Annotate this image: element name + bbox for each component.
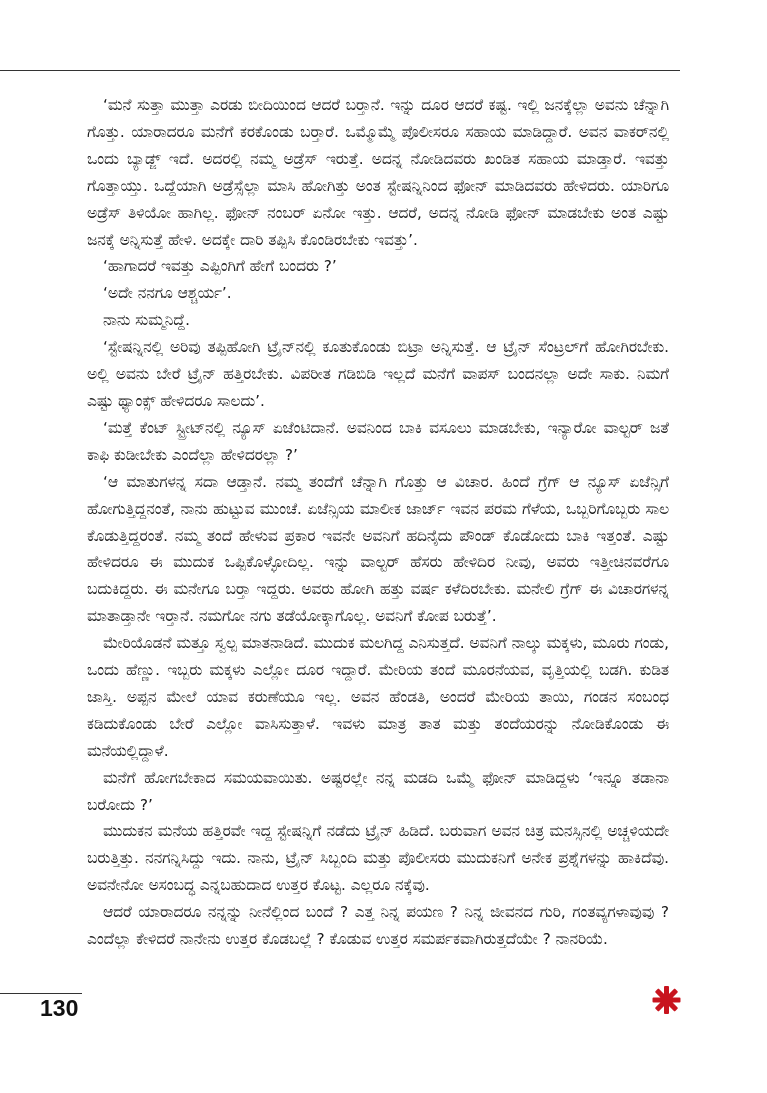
paragraph: ‘ಅದೇ ನನಗೂ ಆಶ್ಚರ್ಯ’. (103, 284, 232, 303)
paragraph: ‘ಸ್ಟೇಷನ್ನಿನಲ್ಲಿ ಅರಿವು ತಪ್ಪಿಹೋಗಿ ಟ್ರೈನ್‌ನಲ್ಲಿ ಕೂತುಕೊಂಡು ಬಿಟ್ರಾ ಅನ್ನಿಸುತ್ತೆ. ಆ ಟ್ರೈನ್ ಸೆಂಟ್ರಲ್‌ಗೆ ಹೋಗಿರಬೇಕು. ಅಲ್ಲಿ ಅವನು ಬೇರೆ ಟ್ರೈನ್ ಹತ್ತಿರಬೇಕು. ವಿಪರೀತ ಗಡಿಬಿಡಿ ಇಲ್ಲದೆ ಮನೆಗೆ ವಾಪಸ್ ಬಂದನಲ್ಲಾ ಅದೇ ಸಾಕು. ನಿಮಗೆ ಎಷ್ಟು ಥ್ಯಾಂಕ್ಸ್ ಹೇಳಿದರೂ ಸಾಲದು’. (87, 338, 669, 410)
paragraph: ಆದರೆ ಯಾರಾದರೂ ನನ್ನನ್ನು ನೀನೆಲ್ಲಿಂದ ಬಂದೆ ? ಎತ್ತ ನಿನ್ನ ಪಯಣ ? ನಿನ್ನ ಜೀವನದ ಗುರಿ, ಗಂತವ್ಯಗಳಾವುವು ? ಎಂದೆಲ್ಲಾ ಕೇಳಿದರೆ ನಾನೇನು ಉತ್ತರ ಕೊಡಬಲ್ಲೆ ? ಕೊಡುವ ಉತ್ತರ ಸಮರ್ಪಕವಾಗಿರುತ್ತದೆಯೇ ? ನಾನರಿಯೆ. (87, 903, 669, 949)
paragraph: ಮುದುಕನ ಮನೆಯ ಹತ್ತಿರವೇ ಇದ್ದ ಸ್ಟೇಷನ್ನಿಗೆ ನಡೆದು ಟ್ರೈನ್ ಹಿಡಿದೆ. ಬರುವಾಗ ಅವನ ಚಿತ್ರ ಮನಸ್ಸಿನಲ್ಲಿ ಅಚ್ಚಳಿಯದೇ ಬರುತ್ತಿತ್ತು. ನನಗನ್ನಿಸಿದ್ದು ಇದು. ನಾನು, ಟ್ರೈನ್ ಸಿಬ್ಬಂದಿ ಮತ್ತು ಪೊಲೀಸರು ಮುದುಕನಿಗೆ ಅನೇಕ ಪ್ರಶ್ನೆಗಳನ್ನು ಹಾಕಿದೆವು. ಅವನೇನೋ ಅಸಂಬದ್ಧ ಎನ್ನಬಹುದಾದ ಉತ್ತರ ಕೊಟ್ಟ. ಎಲ್ಲರೂ ನಕ್ಕೆವು. (87, 822, 669, 895)
paragraph: ‘ಹಾಗಾದರೆ ಇವತ್ತು ಎಪ್ಪಿಂಗಿಗೆ ಹೇಗೆ ಬಂದರು ?’ (103, 257, 337, 276)
paragraph: ‘ಆ ಮಾತುಗಳನ್ನ ಸದಾ ಆಡ್ತಾನೆ. ನಮ್ಮ ತಂದೆಗೆ ಚೆನ್ನಾಗಿ ಗೊತ್ತು ಆ ವಿಚಾರ. ಹಿಂದೆ ಗ್ರೆಗ್ ಆ ನ್ಯೂಸ್ ಏಜೆನ್ಸಿಗೆ ಹೋಗುತ್ತಿದ್ದನಂತೆ, ನಾನು ಹುಟ್ಟುವ ಮುಂಚೆ. ಏಜೆನ್ಸಿಯ ಮಾಲೀಕ ಜಾರ್ಜ್ ಇವನ ಪರಮ ಗೆಳೆಯ, ಒಬ್ಬರಿಗೊಬ್ಬರು ಸಾಲ ಕೊಡುತ್ತಿದ್ದರಂತೆ. ನಮ್ಮ ತಂದೆ ಹೇಳುವ ಪ್ರಕಾರ ಇವನೇ ಅವನಿಗೆ ಹದಿನೈದು ಪೌಂಡ್ ಕೊಡೋದು ಬಾಕಿ ಇತ್ತಂತೆ. ಎಷ್ಟು ಹೇಳಿದರೂ ಈ ಮುದುಕ ಒಪ್ಪಿಕೊಳ್ಳೋದಿಲ್ಲ. ಇನ್ನು ವಾಲ್ಟರ್ ಹೆಸರು ಹೇಳಿದಿರ ನೀವು, ಅವರು ಇತ್ತೀಚಿನವರೆಗೂ ಬದುಕಿದ್ದರು. ಈ ಮನೇಗೂ ಬರ್‍ತಾ ಇದ್ದರು. ಅವರು ಹೋಗಿ ಹತ್ತು ವರ್ಷ ಕಳೆದಿರಬೇಕು. ಮನೇಲಿ ಗ್ರೆಗ್ ಈ ವಿಚಾರಗಳನ್ನ ಮಾತಾಡ್ತಾನೇ ಇರ್‍ತಾನೆ. ನಮಗೋ ನಗು ತಡೆಯೋಕ್ಕಾಗೊಲ್ಲ. ಅವನಿಗೆ ಕೋಪ ಬರುತ್ತೆ’. (87, 472, 669, 626)
asterisk-ornament-icon (651, 985, 681, 1015)
page-number: 130 (40, 995, 79, 1021)
story-text (87, 92, 669, 953)
paragraph: ಮೇರಿಯೊಡನೆ ಮತ್ತೂ ಸ್ವಲ್ಪ ಮಾತನಾಡಿದೆ. ಮುದುಕ ಮಲಗಿದ್ದ ಎನಿಸುತ್ತದೆ. ಅವನಿಗೆ ನಾಲ್ಕು ಮಕ್ಕಳು, ಮೂರು ಗಂಡು, ಒಂದು ಹೆಣ್ಣು. ಇಬ್ಬರು ಮಕ್ಕಳು ಎಲ್ಲೋ ದೂರ ಇದ್ದಾರೆ. ಮೇರಿಯ ತಂದೆ ಮೂರನೆಯವ, ವೃತ್ತಿಯಲ್ಲಿ ಬಡಗಿ. ಕುಡಿತ ಜಾಸ್ತಿ. ಅಪ್ಪನ ಮೇಲೆ ಯಾವ ಕರುಣೆಯೂ ಇಲ್ಲ. ಅವನ ಹೆಂಡತಿ, ಅಂದರೆ ಮೇರಿಯ ತಾಯಿ, ಗಂಡನ ಸಂಬಂಧ ಕಡಿದುಕೊಂಡು ಬೇರೆ ಎಲ್ಲೋ ವಾಸಿಸುತ್ತಾಳೆ. ಇವಳು ಮಾತ್ರ ತಾತ ಮತ್ತು ತಂದೆಯರನ್ನು ನೋಡಿಕೊಂಡು ಈ ಮನೆಯಲ್ಲಿದ್ದಾಳೆ. (87, 634, 670, 760)
paragraph: ನಾನು ಸುಮ್ಮನಿದ್ದೆ. (103, 311, 191, 330)
paragraph: ‘ಮನೆ ಸುತ್ತಾ ಮುತ್ತಾ ಎರಡು ಬೀದಿಯಿಂದ ಆದರೆ ಬರ್‍ತಾನೆ. ಇನ್ನು ದೂರ ಆದರೆ ಕಷ್ಟ. ಇಲ್ಲಿ ಜನಕ್ಕೆಲ್ಲಾ ಅವನು ಚೆನ್ನಾಗಿ ಗೊತ್ತು. ಯಾರಾದರೂ ಮನೆಗೆ ಕರಕೊಂಡು ಬರ್‍ತಾರೆ. ಒಮ್ಮೊಮ್ಮೆ ಪೊಲೀಸರೂ ಸಹಾಯ ಮಾಡಿದ್ದಾರೆ. ಅವನ ವಾಕರ್‌ನಲ್ಲಿ ಒಂದು ಬ್ಯಾಡ್ಜ್ ಇದೆ. ಅದರಲ್ಲಿ ನಮ್ಮ ಅಡ್ರೆಸ್ ಇರುತ್ತೆ. ಅದನ್ನ ನೋಡಿದವರು ಖಂಡಿತ ಸಹಾಯ ಮಾಡ್ತಾರೆ. ಇವತ್ತು ಗೊತ್ತಾಯ್ತು. ಒದ್ದೆಯಾಗಿ ಅಡ್ರೆಸ್ಸೆಲ್ಲಾ ಮಾಸಿ ಹೋಗಿತ್ತು ಅಂತ ಸ್ಟೇಷನ್ನಿನಿಂದ ಫೋನ್ ಮಾಡಿದವರು ಹೇಳಿದರು. ಯಾರಿಗೂ ಅಡ್ರೆಸ್ ತಿಳಿಯೋ ಹಾಗಿಲ್ಲ. ಫೋನ್ ನಂಬರ್ ಏನೋ ಇತ್ತು. ಆದರೆ, ಅದನ್ನ ನೋಡಿ ಫೋನ್ ಮಾಡಬೇಕು ಅಂತ ಎಷ್ಟು ಜನಕ್ಕೆ ಅನ್ನಿಸುತ್ತೆ ಹೇಳಿ. ಅದಕ್ಕೇ ದಾರಿ ತಪ್ಪಿಸಿ ಕೊಂಡಿರಬೇಕು ಇವತ್ತು’. (87, 96, 669, 249)
header-rule (0, 70, 680, 71)
paragraph: ಮನೆಗೆ ಹೋಗಬೇಕಾದ ಸಮಯವಾಯಿತು. ಅಷ್ಟರಲ್ಲೇ ನನ್ನ ಮಡದಿ ಒಮ್ಮೆ ಫೋನ್ ಮಾಡಿದ್ದಳು ‘ಇನ್ನೂ ತಡಾನಾ ಬರೋದು ?’ (87, 768, 669, 814)
paragraph: ‘ಮತ್ತೆ ಕೆಂಟ್ ಸ್ಟ್ರೀಟ್‌ನಲ್ಲಿ ನ್ಯೂಸ್ ಏಜೆಂಟಿದಾನೆ. ಅವನಿಂದ ಬಾಕಿ ವಸೂಲು ಮಾಡಬೇಕು, ಇನ್ಯಾರೋ ವಾಲ್ಟರ್ ಜತೆ ಕಾಫಿ ಕುಡೀಬೇಕು ಎಂದೆಲ್ಲಾ ಹೇಳಿದರಲ್ಲಾ ?’ (87, 418, 669, 464)
